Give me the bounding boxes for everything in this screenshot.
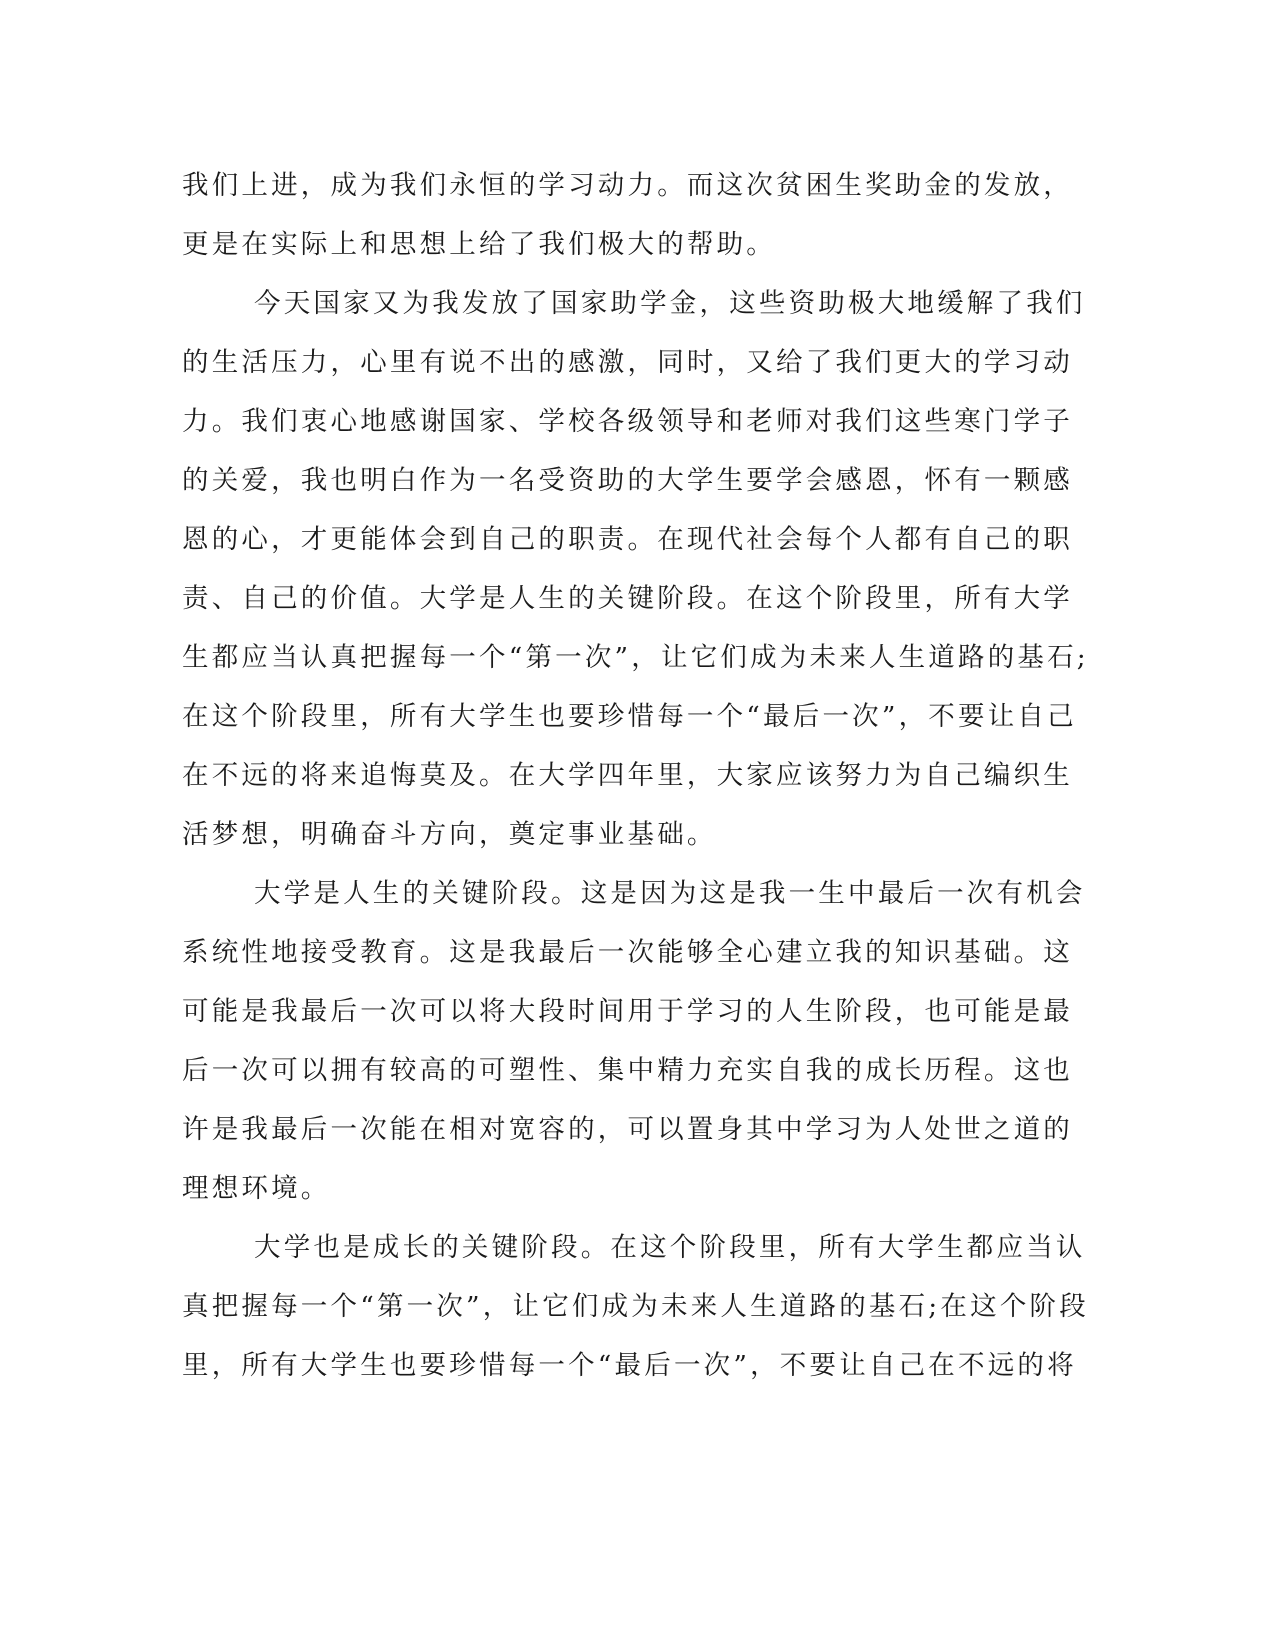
- text-line: 的关爱，我也明白作为一名受资助的大学生要学会感恩，怀有一颗感: [182, 465, 1073, 496]
- text-line: 恩的心，才更能体会到自己的职责。在现代社会每个人都有自己的职: [182, 524, 1073, 555]
- text-line: 许是我最后一次能在相对宽容的，可以置身其中学习为人处世之道的: [182, 1114, 1073, 1145]
- text-line: 真把握每一个“第一次”，让它们成为未来人生道路的基石;在这个阶段: [182, 1291, 1089, 1322]
- text-line: 生都应当认真把握每一个“第一次”，让它们成为未来人生道路的基石;: [182, 642, 1089, 673]
- text-line: 我们上进，成为我们永恒的学习动力。而这次贫困生奖助金的发放，: [182, 170, 1073, 201]
- text-line: 理想环境。: [182, 1173, 331, 1204]
- paragraph-start-line: 大学也是成长的关键阶段。在这个阶段里，所有大学生都应当认: [254, 1232, 1086, 1263]
- text-line: 更是在实际上和思想上给了我们极大的帮助。: [182, 229, 776, 260]
- text-line: 责、自己的价值。大学是人生的关键阶段。在这个阶段里，所有大学: [182, 583, 1073, 614]
- text-line: 系统性地接受教育。这是我最后一次能够全心建立我的知识基础。这: [182, 937, 1073, 968]
- text-line: 力。我们衷心地感谢国家、学校各级领导和老师对我们这些寒门学子: [182, 406, 1073, 437]
- paragraph-start-line: 大学是人生的关键阶段。这是因为这是我一生中最后一次有机会: [254, 878, 1086, 909]
- paragraph-start-line: 今天国家又为我发放了国家助学金，这些资助极大地缓解了我们: [254, 288, 1086, 319]
- body-text: [182, 156, 1089, 1395]
- text-line: 在这个阶段里，所有大学生也要珍惜每一个“最后一次”，不要让自己: [182, 701, 1077, 732]
- text-line: 可能是我最后一次可以将大段时间用于学习的人生阶段，也可能是最: [182, 996, 1073, 1027]
- text-line: 活梦想，明确奋斗方向，奠定事业基础。: [182, 819, 717, 850]
- text-line: 后一次可以拥有较高的可塑性、集中精力充实自我的成长历程。这也: [182, 1055, 1073, 1086]
- text-line: 在不远的将来追悔莫及。在大学四年里，大家应该努力为自己编织生: [182, 760, 1073, 791]
- text-line: 里，所有大学生也要珍惜每一个“最后一次”，不要让自己在不远的将: [182, 1350, 1077, 1381]
- text-line: 的生活压力，心里有说不出的感激，同时，又给了我们更大的学习动: [182, 347, 1073, 378]
